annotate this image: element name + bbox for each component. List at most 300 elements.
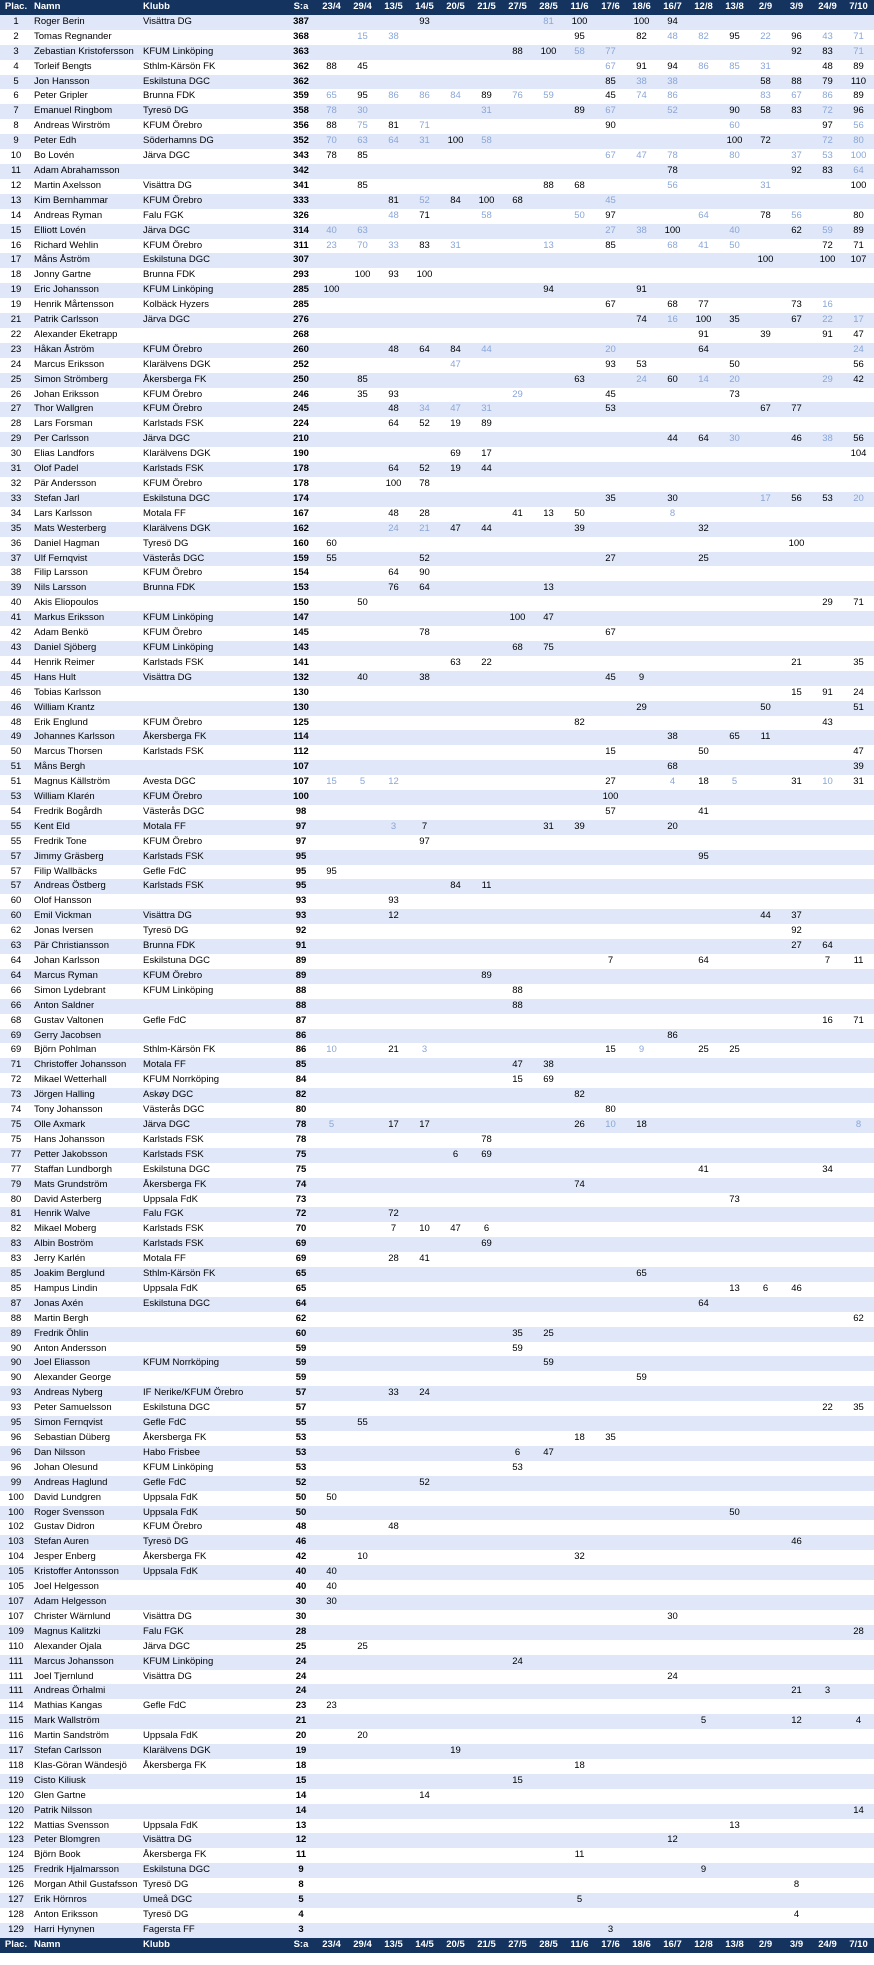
score-cell xyxy=(347,1580,378,1595)
score-cell: 53 xyxy=(502,1461,533,1476)
score-cell xyxy=(564,1312,595,1327)
score-cell xyxy=(533,1565,564,1580)
score-cell xyxy=(564,1655,595,1670)
score-cell xyxy=(719,522,750,537)
score-cell xyxy=(471,701,502,716)
score-cell xyxy=(440,1595,471,1610)
score-cell xyxy=(502,1088,533,1103)
placement-cell: 60 xyxy=(0,894,32,909)
score-cell xyxy=(502,745,533,760)
score-cell xyxy=(595,1789,626,1804)
club-cell: Motala FF xyxy=(141,507,286,522)
total-cell: 72 xyxy=(286,1207,316,1222)
score-cell xyxy=(533,1043,564,1058)
score-cell xyxy=(595,611,626,626)
score-cell: 11 xyxy=(471,879,502,894)
score-cell: 30 xyxy=(719,432,750,447)
header-col-8: 20/5 xyxy=(440,0,471,15)
score-cell xyxy=(347,552,378,567)
score-cell xyxy=(843,1520,874,1535)
score-cell xyxy=(626,1565,657,1580)
score-cell xyxy=(440,1043,471,1058)
score-cell xyxy=(843,879,874,894)
player-name-cell: Peter Edh xyxy=(32,134,141,149)
score-cell xyxy=(471,253,502,268)
score-cell xyxy=(378,1431,409,1446)
score-cell xyxy=(347,1565,378,1580)
score-cell: 63 xyxy=(347,224,378,239)
score-cell xyxy=(316,909,347,924)
score-cell xyxy=(378,1416,409,1431)
score-cell xyxy=(657,1744,688,1759)
table-row xyxy=(0,1446,874,1461)
placement-cell: 118 xyxy=(0,1759,32,1774)
placement-cell: 23 xyxy=(0,343,32,358)
score-cell xyxy=(781,1312,812,1327)
score-cell xyxy=(626,894,657,909)
score-cell xyxy=(781,701,812,716)
score-cell xyxy=(812,894,843,909)
score-cell xyxy=(440,1312,471,1327)
score-cell: 53 xyxy=(812,149,843,164)
score-cell xyxy=(409,1520,440,1535)
placement-cell: 19 xyxy=(0,298,32,313)
score-cell xyxy=(719,1014,750,1029)
score-cell xyxy=(409,1729,440,1744)
score-cell xyxy=(316,209,347,224)
score-cell xyxy=(657,1893,688,1908)
score-cell xyxy=(378,283,409,298)
score-cell xyxy=(688,402,719,417)
score-cell xyxy=(595,1595,626,1610)
club-cell: Järva DGC xyxy=(141,313,286,328)
score-cell xyxy=(502,1714,533,1729)
score-cell xyxy=(440,1535,471,1550)
score-cell xyxy=(750,1550,781,1565)
score-cell xyxy=(471,1610,502,1625)
score-cell xyxy=(440,1506,471,1521)
score-cell xyxy=(781,119,812,134)
score-cell: 100 xyxy=(378,477,409,492)
total-cell: 52 xyxy=(286,1476,316,1491)
score-cell xyxy=(316,790,347,805)
score-cell xyxy=(409,1088,440,1103)
score-cell xyxy=(657,1297,688,1312)
score-cell xyxy=(781,850,812,865)
score-cell xyxy=(409,1342,440,1357)
score-cell xyxy=(440,313,471,328)
player-name-cell: Hans Johansson xyxy=(32,1133,141,1148)
score-cell xyxy=(409,686,440,701)
score-cell: 47 xyxy=(533,1446,564,1461)
score-cell xyxy=(409,894,440,909)
score-cell xyxy=(440,432,471,447)
score-cell xyxy=(688,417,719,432)
score-cell xyxy=(440,283,471,298)
player-name-cell: Simon Lydebrant xyxy=(32,984,141,999)
club-cell: KFUM Örebro xyxy=(141,716,286,731)
score-cell xyxy=(781,1804,812,1819)
score-cell xyxy=(409,1267,440,1282)
score-cell xyxy=(316,1342,347,1357)
score-cell xyxy=(347,1163,378,1178)
score-cell xyxy=(657,1819,688,1834)
total-cell: 352 xyxy=(286,134,316,149)
placement-cell: 45 xyxy=(0,671,32,686)
score-cell: 43 xyxy=(812,716,843,731)
score-cell xyxy=(347,1819,378,1834)
table-row xyxy=(0,1043,874,1058)
score-cell xyxy=(378,1833,409,1848)
score-cell xyxy=(657,1267,688,1282)
player-name-cell: Johan Olesund xyxy=(32,1461,141,1476)
club-cell: Västerås DGC xyxy=(141,552,286,567)
score-cell xyxy=(409,1640,440,1655)
score-cell xyxy=(626,552,657,567)
club-cell: Järva DGC xyxy=(141,224,286,239)
total-cell: 78 xyxy=(286,1133,316,1148)
score-cell xyxy=(409,879,440,894)
score-cell xyxy=(409,1550,440,1565)
score-cell xyxy=(657,894,688,909)
total-cell: 88 xyxy=(286,999,316,1014)
score-cell xyxy=(378,1476,409,1491)
score-cell xyxy=(347,701,378,716)
player-name-cell: Hampus Lindin xyxy=(32,1282,141,1297)
footer-col-9: 21/5 xyxy=(471,1938,502,1953)
score-cell xyxy=(750,1491,781,1506)
score-cell xyxy=(564,417,595,432)
score-cell xyxy=(533,1222,564,1237)
score-cell xyxy=(533,1535,564,1550)
score-cell xyxy=(533,1729,564,1744)
score-cell xyxy=(316,835,347,850)
placement-cell: 111 xyxy=(0,1684,32,1699)
score-cell xyxy=(347,1356,378,1371)
score-cell xyxy=(657,1133,688,1148)
footer-col-18: 2/9 xyxy=(750,1938,781,1953)
score-cell xyxy=(719,1371,750,1386)
score-cell xyxy=(347,1073,378,1088)
score-cell xyxy=(719,1342,750,1357)
player-name-cell: Björn Pohlman xyxy=(32,1043,141,1058)
score-cell xyxy=(812,194,843,209)
score-cell: 13 xyxy=(719,1819,750,1834)
score-cell xyxy=(564,1863,595,1878)
player-name-cell: Mats Grundström xyxy=(32,1178,141,1193)
score-cell xyxy=(688,1103,719,1118)
score-cell xyxy=(471,1371,502,1386)
score-cell xyxy=(812,1431,843,1446)
score-cell xyxy=(750,1684,781,1699)
score-cell xyxy=(409,313,440,328)
total-cell: 95 xyxy=(286,879,316,894)
player-name-cell: Morgan Athil Gustafsson xyxy=(32,1878,141,1893)
score-cell xyxy=(378,1819,409,1834)
score-cell xyxy=(316,641,347,656)
total-cell: 65 xyxy=(286,1282,316,1297)
score-cell xyxy=(843,820,874,835)
player-name-cell: Andreas Wirström xyxy=(32,119,141,134)
score-cell: 59 xyxy=(533,89,564,104)
score-cell xyxy=(719,1207,750,1222)
score-cell xyxy=(781,507,812,522)
score-cell xyxy=(626,1088,657,1103)
score-cell xyxy=(347,1863,378,1878)
score-cell xyxy=(688,716,719,731)
score-cell xyxy=(471,432,502,447)
score-cell xyxy=(843,1848,874,1863)
score-cell xyxy=(409,1699,440,1714)
score-cell: 97 xyxy=(409,835,440,850)
club-cell xyxy=(141,164,286,179)
score-cell xyxy=(564,939,595,954)
club-cell: Västerås DGC xyxy=(141,1103,286,1118)
score-cell xyxy=(657,790,688,805)
score-cell xyxy=(595,1774,626,1789)
score-cell xyxy=(719,999,750,1014)
score-cell: 22 xyxy=(812,313,843,328)
player-name-cell: Peter Gripler xyxy=(32,89,141,104)
score-cell: 91 xyxy=(812,686,843,701)
score-cell: 88 xyxy=(316,60,347,75)
placement-cell: 64 xyxy=(0,969,32,984)
score-cell xyxy=(657,835,688,850)
club-cell: Åkersberga FK xyxy=(141,1178,286,1193)
score-cell xyxy=(812,984,843,999)
score-cell xyxy=(812,1043,843,1058)
score-cell: 67 xyxy=(595,149,626,164)
score-cell xyxy=(533,1014,564,1029)
score-cell xyxy=(471,1819,502,1834)
club-cell: Eskilstuna DGC xyxy=(141,75,286,90)
score-cell xyxy=(626,1640,657,1655)
score-cell xyxy=(688,462,719,477)
score-cell xyxy=(595,462,626,477)
score-cell: 93 xyxy=(595,358,626,373)
score-cell xyxy=(564,1133,595,1148)
table-row xyxy=(0,730,874,745)
placement-cell: 57 xyxy=(0,865,32,880)
score-cell xyxy=(378,596,409,611)
score-cell xyxy=(750,388,781,403)
score-cell xyxy=(781,1401,812,1416)
score-cell xyxy=(781,969,812,984)
score-cell xyxy=(409,1312,440,1327)
score-cell xyxy=(688,268,719,283)
score-cell xyxy=(750,1595,781,1610)
score-cell xyxy=(533,358,564,373)
placement-cell: 69 xyxy=(0,1029,32,1044)
score-cell: 24 xyxy=(409,1386,440,1401)
score-cell xyxy=(378,1148,409,1163)
score-cell: 90 xyxy=(719,104,750,119)
score-cell xyxy=(750,1565,781,1580)
score-cell xyxy=(626,1476,657,1491)
total-cell: 4 xyxy=(286,1908,316,1923)
score-cell xyxy=(626,730,657,745)
score-cell xyxy=(812,1759,843,1774)
score-cell xyxy=(440,1610,471,1625)
player-name-cell: Håkan Åström xyxy=(32,343,141,358)
score-cell xyxy=(688,1729,719,1744)
score-cell xyxy=(812,179,843,194)
score-cell xyxy=(657,477,688,492)
score-cell xyxy=(843,1207,874,1222)
score-cell xyxy=(719,686,750,701)
score-cell: 110 xyxy=(843,75,874,90)
score-cell xyxy=(688,1640,719,1655)
score-cell xyxy=(440,1655,471,1670)
score-cell xyxy=(750,581,781,596)
score-cell xyxy=(750,1506,781,1521)
score-cell xyxy=(719,939,750,954)
score-cell xyxy=(440,537,471,552)
total-cell: 356 xyxy=(286,119,316,134)
score-cell xyxy=(378,492,409,507)
score-cell xyxy=(471,790,502,805)
player-name-cell: Zebastian Kristofersson xyxy=(32,45,141,60)
score-cell xyxy=(688,89,719,104)
score-cell xyxy=(812,358,843,373)
score-cell xyxy=(440,1729,471,1744)
score-cell xyxy=(843,1103,874,1118)
score-cell xyxy=(471,865,502,880)
score-cell xyxy=(533,1163,564,1178)
score-cell xyxy=(316,1670,347,1685)
score-cell xyxy=(533,954,564,969)
score-cell xyxy=(688,1148,719,1163)
total-cell: 285 xyxy=(286,283,316,298)
score-cell xyxy=(409,1356,440,1371)
score-cell: 25 xyxy=(719,1043,750,1058)
player-name-cell: Cisto Kiliusk xyxy=(32,1774,141,1789)
player-name-cell: Emil Vickman xyxy=(32,909,141,924)
placement-cell: 79 xyxy=(0,1178,32,1193)
score-cell xyxy=(533,253,564,268)
footer-col-4: 23/4 xyxy=(316,1938,347,1953)
score-cell: 41 xyxy=(502,507,533,522)
score-cell xyxy=(409,656,440,671)
score-cell xyxy=(719,671,750,686)
score-cell xyxy=(347,1193,378,1208)
table-row xyxy=(0,1237,874,1252)
score-cell xyxy=(533,75,564,90)
score-cell xyxy=(440,1342,471,1357)
score-cell xyxy=(316,1222,347,1237)
score-cell: 42 xyxy=(843,373,874,388)
player-name-cell: Joel Tjernlund xyxy=(32,1670,141,1685)
score-cell xyxy=(502,1908,533,1923)
score-cell xyxy=(316,805,347,820)
placement-cell: 95 xyxy=(0,1416,32,1431)
score-cell xyxy=(750,1386,781,1401)
score-cell xyxy=(719,701,750,716)
score-cell: 55 xyxy=(347,1416,378,1431)
score-cell xyxy=(316,1550,347,1565)
score-cell: 10 xyxy=(595,1118,626,1133)
score-cell xyxy=(626,209,657,224)
score-cell xyxy=(409,1535,440,1550)
score-cell xyxy=(316,656,347,671)
score-cell xyxy=(347,507,378,522)
score-cell xyxy=(719,1416,750,1431)
score-cell: 21 xyxy=(781,1684,812,1699)
score-cell xyxy=(781,1088,812,1103)
score-cell xyxy=(626,1282,657,1297)
player-name-cell: Andreas Östberg xyxy=(32,879,141,894)
score-cell xyxy=(440,1073,471,1088)
score-cell xyxy=(719,1729,750,1744)
score-cell xyxy=(378,104,409,119)
score-cell: 3 xyxy=(595,1923,626,1938)
total-cell: 150 xyxy=(286,596,316,611)
score-cell xyxy=(781,1848,812,1863)
score-cell xyxy=(378,1878,409,1893)
total-cell: 362 xyxy=(286,75,316,90)
score-cell xyxy=(440,984,471,999)
score-cell xyxy=(533,924,564,939)
score-cell xyxy=(564,1670,595,1685)
score-cell xyxy=(657,268,688,283)
table-row xyxy=(0,1670,874,1685)
score-cell xyxy=(502,1759,533,1774)
score-cell xyxy=(564,1222,595,1237)
score-cell xyxy=(781,1550,812,1565)
score-cell xyxy=(843,462,874,477)
score-cell xyxy=(595,1863,626,1878)
footer-col-5: 29/4 xyxy=(347,1938,378,1953)
placement-cell: 40 xyxy=(0,596,32,611)
score-cell: 68 xyxy=(657,239,688,254)
score-cell xyxy=(688,1133,719,1148)
score-cell xyxy=(440,820,471,835)
club-cell xyxy=(141,999,286,1014)
score-cell xyxy=(781,671,812,686)
table-row xyxy=(0,432,874,447)
score-cell xyxy=(595,1908,626,1923)
score-cell: 85 xyxy=(347,179,378,194)
score-cell xyxy=(657,1148,688,1163)
player-name-cell: Stefan Auren xyxy=(32,1535,141,1550)
score-cell xyxy=(750,1312,781,1327)
score-cell xyxy=(626,924,657,939)
placement-cell: 54 xyxy=(0,805,32,820)
footer-col-0: Plac. xyxy=(0,1938,32,1953)
score-cell: 64 xyxy=(409,343,440,358)
placement-cell: 19 xyxy=(0,283,32,298)
score-cell xyxy=(595,1416,626,1431)
player-name-cell: Elias Landfors xyxy=(32,447,141,462)
score-cell xyxy=(502,626,533,641)
total-cell: 342 xyxy=(286,164,316,179)
total-cell: 86 xyxy=(286,1043,316,1058)
score-cell xyxy=(812,1640,843,1655)
score-cell: 60 xyxy=(316,537,347,552)
score-cell xyxy=(750,596,781,611)
placement-cell: 17 xyxy=(0,253,32,268)
score-cell: 100 xyxy=(719,134,750,149)
score-cell xyxy=(750,954,781,969)
score-cell xyxy=(595,477,626,492)
score-cell xyxy=(471,671,502,686)
table-row xyxy=(0,1297,874,1312)
total-cell: 100 xyxy=(286,790,316,805)
score-cell xyxy=(564,701,595,716)
table-row xyxy=(0,835,874,850)
total-cell: 82 xyxy=(286,1088,316,1103)
score-cell xyxy=(781,1118,812,1133)
